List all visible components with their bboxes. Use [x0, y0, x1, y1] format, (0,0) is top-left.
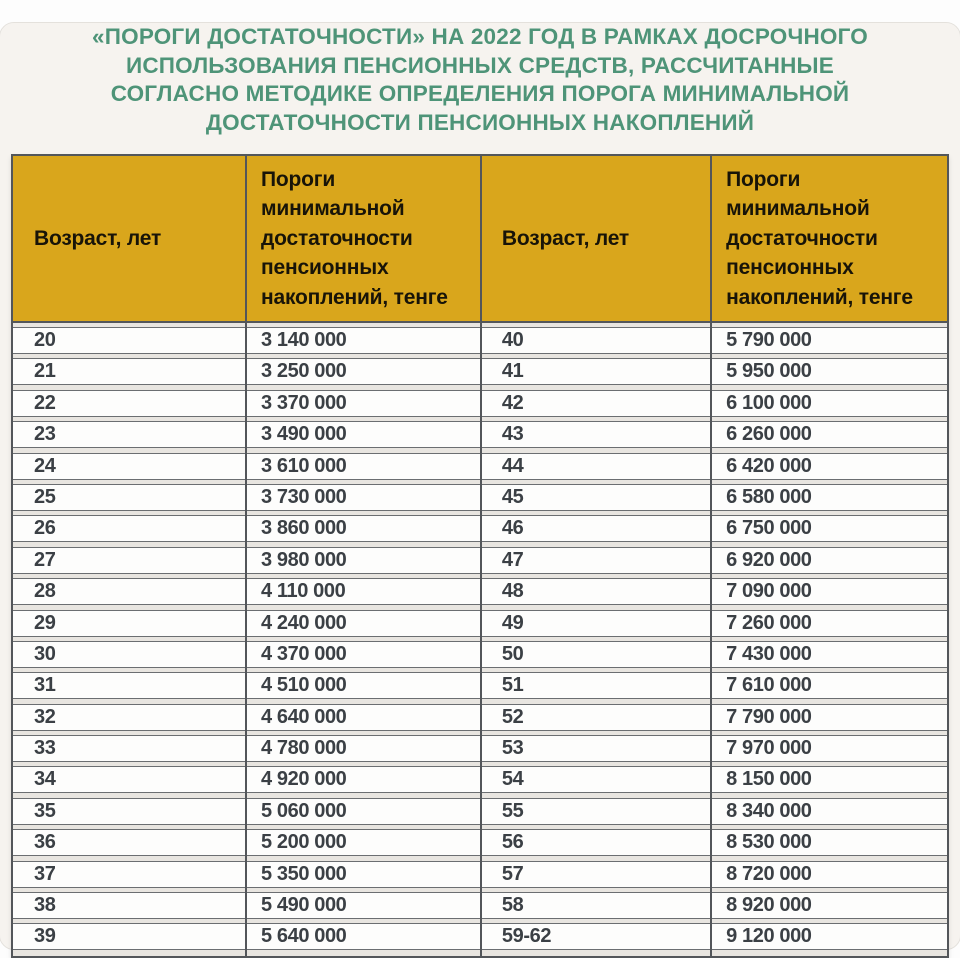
table-row: [13, 547, 947, 574]
age-cell: 55: [501, 799, 524, 822]
age-cell: 30: [34, 642, 56, 665]
threshold-cell: 3 860 000: [261, 517, 347, 540]
threshold-cell: 3 730 000: [261, 485, 347, 508]
table-row: [13, 484, 947, 511]
age-cell: 31: [34, 674, 56, 697]
threshold-cell: 8 720 000: [726, 862, 812, 885]
age-cell: 33: [34, 737, 56, 760]
title-line: «ПОРОГИ ДОСТАТОЧНОСТИ» НА 2022 ГОД В РАМКАХ ДОСРОЧНОГО: [92, 24, 868, 49]
age-cell: 48: [501, 580, 524, 603]
threshold-cell: 5 200 000: [261, 831, 347, 854]
age-cell: 52: [501, 705, 524, 728]
threshold-cell: 7 970 000: [726, 737, 812, 760]
column-header-threshold-right: Пороги минимальной достаточности пенсионных накоплений, тенге: [726, 167, 913, 309]
table-row: [13, 892, 947, 919]
table-row: [13, 515, 947, 542]
table-row: [13, 641, 947, 668]
age-cell: 32: [34, 705, 56, 728]
threshold-cell: 6 580 000: [726, 485, 812, 508]
age-cell: 44: [501, 454, 524, 477]
threshold-cell: 8 340 000: [726, 799, 812, 822]
table-row: [13, 390, 947, 417]
threshold-cell: 8 530 000: [726, 831, 812, 854]
threshold-cell: 7 090 000: [726, 580, 812, 603]
age-cell: 21: [34, 360, 56, 383]
table-header-row: [13, 156, 947, 323]
thresholds-table: [11, 154, 949, 958]
age-cell: 50: [501, 642, 524, 665]
threshold-cell: 3 370 000: [261, 391, 347, 414]
table-row: [13, 610, 947, 637]
title-line: ДОСТАТОЧНОСТИ ПЕНСИОННЫХ НАКОПЛЕНИЙ: [205, 109, 755, 135]
threshold-cell: 5 640 000: [261, 925, 347, 948]
age-cell: 47: [501, 548, 524, 571]
age-cell: 38: [34, 894, 56, 917]
age-cell: 22: [34, 391, 56, 414]
age-cell: 51: [501, 674, 524, 697]
age-cell: 24: [34, 454, 56, 477]
age-cell: 40: [501, 329, 524, 351]
table-row: [13, 421, 947, 448]
age-cell: 58: [501, 894, 524, 917]
threshold-cell: 3 250 000: [261, 360, 347, 383]
age-cell: 23: [34, 423, 56, 446]
age-cell: 57: [501, 862, 524, 885]
age-cell: 35: [34, 799, 56, 822]
age-cell: 34: [34, 768, 56, 791]
threshold-cell: 6 750 000: [726, 517, 812, 540]
threshold-cell: 7 790 000: [726, 705, 812, 728]
threshold-cell: 8 920 000: [726, 894, 812, 917]
threshold-cell: 7 260 000: [726, 611, 812, 634]
table-row: [13, 358, 947, 385]
threshold-cell: 3 140 000: [261, 329, 347, 351]
threshold-cell: 3 490 000: [261, 423, 347, 446]
age-cell: 45: [501, 485, 524, 508]
threshold-cell: 3 980 000: [261, 548, 347, 571]
threshold-cell: 5 350 000: [261, 862, 347, 885]
threshold-cell: 3 610 000: [261, 454, 347, 477]
threshold-cell: 4 920 000: [261, 768, 347, 791]
threshold-cell: 5 790 000: [726, 329, 812, 351]
table-row: [13, 672, 947, 699]
title-line: ИСПОЛЬЗОВАНИЯ ПЕНСИОННЫХ СРЕДСТВ, РАССЧИТАННЫЕ: [125, 52, 834, 78]
table-row: [13, 453, 947, 480]
table-row: [13, 704, 947, 731]
age-cell: 56: [501, 831, 524, 854]
column-header-threshold-left: Пороги минимальной достаточности пенсионных накоплений, тенге: [261, 167, 448, 309]
threshold-cell: 9 120 000: [726, 925, 812, 948]
threshold-cell: 4 370 000: [261, 642, 347, 665]
table-row: [13, 923, 947, 950]
age-cell: 59-62: [501, 925, 552, 948]
threshold-cell: 6 260 000: [726, 423, 812, 446]
age-cell: 43: [501, 423, 524, 446]
table-row: [13, 766, 947, 793]
threshold-cell: 5 950 000: [726, 360, 812, 383]
age-cell: 36: [34, 831, 56, 854]
threshold-cell: 5 490 000: [261, 894, 347, 917]
threshold-cell: 4 640 000: [261, 705, 347, 728]
age-cell: 42: [501, 391, 524, 414]
age-cell: 29: [34, 611, 56, 634]
age-cell: 27: [34, 548, 56, 571]
table-body: [13, 323, 947, 956]
table-row: [13, 829, 947, 856]
threshold-cell: 4 110 000: [261, 580, 346, 603]
threshold-cell: 4 780 000: [261, 737, 347, 760]
age-cell: 46: [501, 517, 524, 540]
threshold-cell: 5 060 000: [261, 799, 347, 822]
threshold-cell: 8 150 000: [726, 768, 812, 791]
table-row: [13, 327, 947, 354]
age-cell: 41: [501, 360, 524, 383]
title-line: СОГЛАСНО МЕТОДИКЕ ОПРЕДЕЛЕНИЯ ПОРОГА МИНИМАЛЬНОЙ: [110, 81, 850, 106]
age-cell: 39: [34, 925, 56, 948]
pension-thresholds-infographic: [0, 23, 960, 949]
table-row: [13, 798, 947, 825]
age-cell: 49: [501, 611, 524, 634]
table-row: [13, 861, 947, 888]
age-cell: 20: [34, 329, 56, 351]
threshold-cell: 6 420 000: [726, 454, 812, 477]
age-cell: 28: [34, 580, 56, 603]
threshold-cell: 7 430 000: [726, 642, 812, 665]
age-cell: 53: [501, 737, 524, 760]
threshold-cell: 6 100 000: [726, 391, 812, 414]
age-cell: 37: [34, 862, 56, 885]
column-header-age-right: Возраст, лет: [501, 226, 629, 250]
table-row: [13, 578, 947, 605]
page-title: [0, 23, 960, 137]
threshold-cell: 4 240 000: [261, 611, 347, 634]
threshold-cell: 6 920 000: [726, 548, 812, 571]
age-cell: 26: [34, 517, 56, 540]
table-row: [13, 735, 947, 762]
age-cell: 54: [501, 768, 524, 791]
threshold-cell: 4 510 000: [261, 674, 347, 697]
age-cell: 25: [34, 485, 56, 508]
column-header-age-left: Возраст, лет: [34, 226, 162, 250]
threshold-cell: 7 610 000: [726, 674, 812, 697]
